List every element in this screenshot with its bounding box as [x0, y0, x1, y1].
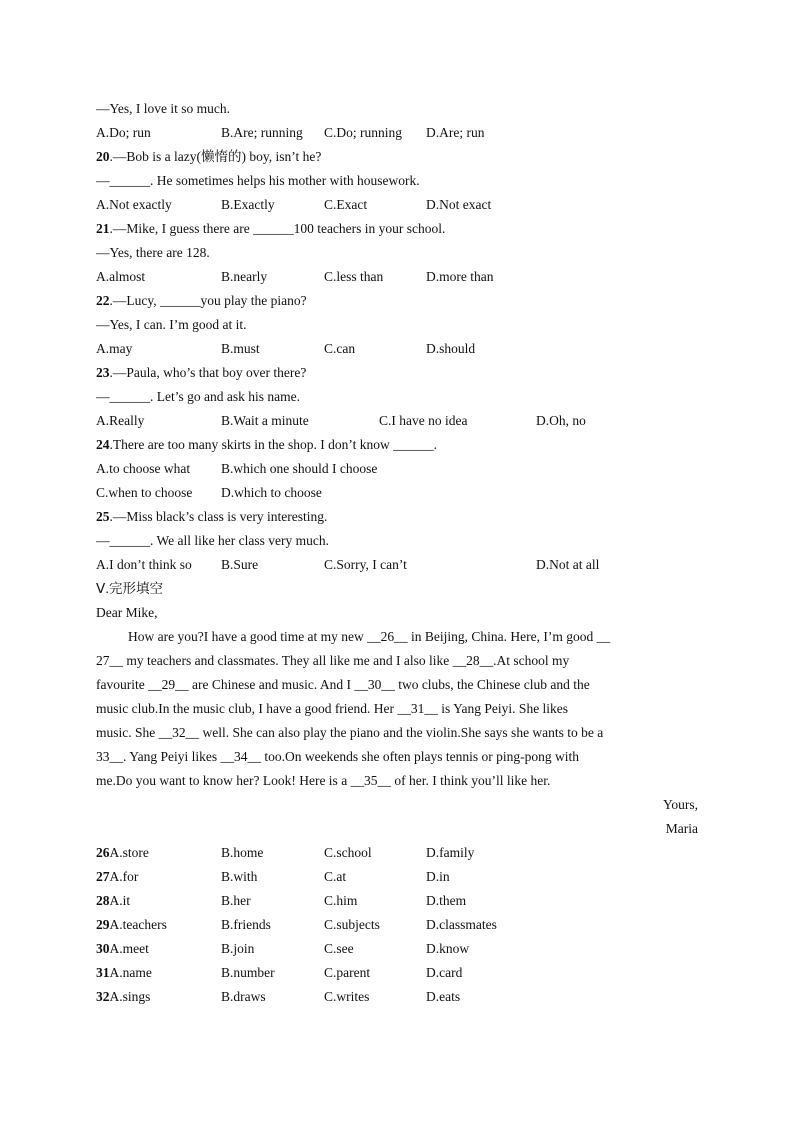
- question-stem: .—Paula, who’s that boy over there?: [109, 365, 307, 380]
- option-a: A.almost: [96, 269, 146, 284]
- option-b: B.her: [221, 893, 251, 908]
- option-c: C.subjects: [324, 917, 380, 932]
- question-stem: .—Lucy, ______you play the piano?: [109, 293, 307, 308]
- question-22-options: [96, 337, 698, 361]
- question-23-options: [96, 409, 698, 433]
- option-a: A.it: [109, 893, 131, 908]
- question-25-reply: —______. We all like her class very much.: [96, 533, 329, 548]
- option-c: C.Do; running: [324, 125, 403, 140]
- option-d: D.family: [426, 845, 475, 860]
- option-d: D.which to choose: [221, 485, 322, 500]
- question-number: 23: [96, 365, 110, 380]
- cloze-32: [96, 985, 698, 1009]
- cloze-26: [96, 841, 698, 865]
- option-b: B.Are; running: [221, 125, 303, 140]
- question-20: [96, 145, 698, 169]
- letter-line: favourite __29__ are Chinese and music. And I __30__ two clubs, the Chinese club and the: [96, 677, 590, 692]
- letter-signature: Maria: [665, 821, 698, 836]
- cloze-number-option-a: [96, 913, 167, 937]
- question-stem: .—Mike, I guess there are ______100 teachers in your school.: [109, 221, 446, 236]
- option-d: D.eats: [426, 989, 461, 1004]
- cloze-number-option-a: [96, 841, 149, 865]
- option-c: C.less than: [324, 269, 384, 284]
- question-number: 25: [96, 509, 110, 524]
- question-21-reply: —Yes, there are 128.: [96, 245, 210, 260]
- question-number: 26: [96, 845, 110, 860]
- question-23-reply: —______. Let’s go and ask his name.: [96, 389, 300, 404]
- question-24-options-row1: [96, 457, 698, 481]
- question-20-options: [96, 193, 698, 217]
- option-a: A.teachers: [109, 917, 167, 932]
- question-stem: .—Miss black’s class is very interesting.: [109, 509, 328, 524]
- question-25: [96, 505, 698, 529]
- option-d: D.know: [426, 941, 470, 956]
- question-number: 29: [96, 917, 110, 932]
- cloze-number-option-a: [96, 889, 130, 913]
- cloze-number-option-a: [96, 985, 150, 1009]
- option-a: A.meet: [109, 941, 149, 956]
- question-24: [96, 433, 698, 457]
- option-d: D.card: [426, 965, 463, 980]
- option-b: B.friends: [221, 917, 271, 932]
- option-d: D.Not exact: [426, 197, 492, 212]
- question-25-options: [96, 553, 698, 577]
- option-b: B.draws: [221, 989, 266, 1004]
- letter-line: 33__. Yang Peiyi likes __34__ too.On weekends she often plays tennis or ping-pong with: [96, 749, 579, 764]
- option-b: B.Exactly: [221, 197, 275, 212]
- letter-line: music. She __32__ well. She can also play the piano and the violin.She says she wants to be a: [96, 725, 604, 740]
- question-number: 21: [96, 221, 110, 236]
- question-number: 24: [96, 437, 110, 452]
- letter-line: 27__ my teachers and classmates. They all like me and I also like __28__.At school my: [96, 653, 570, 668]
- option-c: C.school: [324, 845, 372, 860]
- question-21: [96, 217, 698, 241]
- option-a: A.Not exactly: [96, 197, 172, 212]
- cloze-number-option-a: [96, 961, 152, 985]
- cloze-31: [96, 961, 698, 985]
- option-c: C.at: [324, 869, 347, 884]
- option-b: B.nearly: [221, 269, 268, 284]
- letter-line: music club.In the music club, I have a good friend. Her __31__ is Yang Peiyi. She likes: [96, 701, 569, 716]
- option-b: B.must: [221, 341, 260, 356]
- letter-line: me.Do you want to know her? Look! Here is a __35__ of her. I think you’ll like her.: [96, 773, 551, 788]
- option-b: B.which one should I choose: [221, 461, 378, 476]
- question-23: [96, 361, 698, 385]
- question-number: 31: [96, 965, 110, 980]
- option-a: A.name: [109, 965, 152, 980]
- option-d: D.Not at all: [536, 557, 600, 572]
- question-stem: .—Bob is a lazy(懒惰的) boy, isn’t he?: [109, 149, 322, 164]
- option-c: C.writes: [324, 989, 370, 1004]
- option-a: A.Really: [96, 413, 145, 428]
- option-c: C.parent: [324, 965, 371, 980]
- question-number: 32: [96, 989, 110, 1004]
- cloze-number-option-a: [96, 937, 149, 961]
- question-number: 22: [96, 293, 110, 308]
- option-c: C.Sorry, I can’t: [324, 557, 407, 572]
- cloze-27: [96, 865, 698, 889]
- option-b: B.home: [221, 845, 264, 860]
- option-a: A.for: [109, 869, 139, 884]
- option-a: A.store: [109, 845, 149, 860]
- option-d: D.them: [426, 893, 467, 908]
- q19-answer-line: —Yes, I love it so much.: [96, 101, 231, 116]
- cloze-28: [96, 889, 698, 913]
- option-c: C.him: [324, 893, 358, 908]
- option-b: B.join: [221, 941, 255, 956]
- option-d: D.classmates: [426, 917, 497, 932]
- option-a: A.sings: [109, 989, 151, 1004]
- question-number: 30: [96, 941, 110, 956]
- option-a: A.may: [96, 341, 133, 356]
- option-d: D.more than: [426, 269, 494, 284]
- option-c: C.I have no idea: [379, 413, 468, 428]
- cloze-29: [96, 913, 698, 937]
- option-a: A.to choose what: [96, 461, 191, 476]
- letter-closing: Yours,: [662, 797, 698, 812]
- option-d: D.Oh, no: [536, 413, 586, 428]
- question-number: 28: [96, 893, 110, 908]
- question-number: 20: [96, 149, 110, 164]
- option-b: B.Sure: [221, 557, 259, 572]
- option-d: D.in: [426, 869, 450, 884]
- option-b: B.with: [221, 869, 258, 884]
- question-21-options: [96, 265, 698, 289]
- question-20-reply: —______. He sometimes helps his mother with housework.: [96, 173, 420, 188]
- option-c: C.Exact: [324, 197, 368, 212]
- section-title: Ⅴ.完形填空: [96, 581, 163, 596]
- question-stem: .There are too many skirts in the shop. I don’t know ______.: [109, 437, 437, 452]
- question-22: [96, 289, 698, 313]
- option-c: C.can: [324, 341, 356, 356]
- cloze-30: [96, 937, 698, 961]
- option-b: B.number: [221, 965, 275, 980]
- letter-body: [96, 625, 698, 793]
- option-a: A.Do; run: [96, 125, 151, 140]
- question-22-reply: —Yes, I can. I’m good at it.: [96, 317, 247, 332]
- letter-line: How are you?I have a good time at my new __26__ in Beijing, China. Here, I’m good __: [128, 629, 611, 644]
- question-24-options-row2: [96, 481, 698, 505]
- option-b: B.Wait a minute: [221, 413, 309, 428]
- cloze-number-option-a: [96, 865, 138, 889]
- option-c: C.see: [324, 941, 354, 956]
- option-d: D.Are; run: [426, 125, 485, 140]
- q19-options: [96, 121, 698, 145]
- letter-greeting: Dear Mike,: [96, 605, 158, 620]
- worksheet-page: [96, 97, 698, 1009]
- option-d: D.should: [426, 341, 476, 356]
- question-number: 27: [96, 869, 110, 884]
- option-a: A.I don’t think so: [96, 557, 192, 572]
- option-c: C.when to choose: [96, 485, 193, 500]
